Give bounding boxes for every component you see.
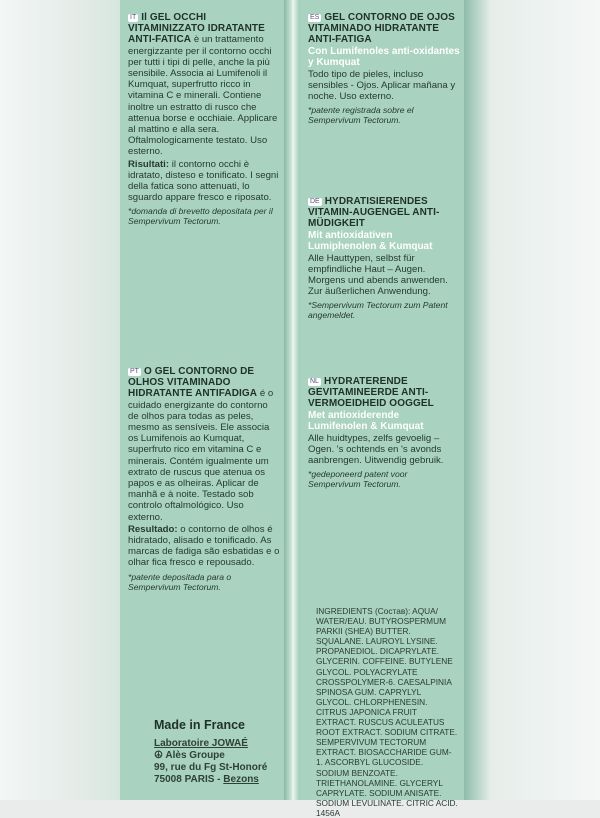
lang-badge-nl: NL (310, 378, 319, 385)
es-subheading: Con Lumifenoles anti-oxidantes y Kumquat (308, 45, 460, 68)
city: 75008 PARIS - (154, 774, 224, 785)
pt-results-label: Resultado: (128, 523, 178, 535)
section-es (308, 12, 460, 125)
es-note: *patente registrada sobre el Sempervivum Tectorum. (308, 105, 414, 126)
nl-body: Alle huidtypes, zelfs gevoelig – Ogen. 's ochtends en 's avonds aanbrengen. Uitwendig gebruik. (308, 432, 444, 467)
de-body: Alle Hauttypen, selbst für empfindliche Haut – Augen. Morgens und abends anwenden. Zur äußerlichen Anwendung. (308, 252, 448, 298)
nl-heading: HYDRATERENDE GEVITAMINEERDE ANTI-VERMOEIDHEID OOGGEL (308, 376, 434, 410)
city-line (154, 774, 284, 786)
nl-note: *gedeponeerd patent voor Sempervivum Tectorum. (308, 469, 408, 490)
pt-results-text: o contorno de olhos é hidratado, alisado e tonificado. As marcas de fadiga são esbatidas e o olhar fica fresco e repousado. (128, 523, 280, 569)
group-logo-icon: ☮ (154, 750, 163, 761)
nl-subheading: Met antioxiderende Lumifenolen & Kumquat (308, 409, 424, 432)
it-heading: Il GEL OCCHI VITAMINIZZATO IDRATANTE ANTI-FATICA (128, 12, 265, 46)
lang-badge-de: DE (310, 198, 320, 205)
address-block (154, 738, 284, 786)
lang-badge-es: ES (310, 14, 320, 21)
background-left (0, 0, 120, 800)
it-results-text: il contorno occhi è idratato, disteso e tonificato. I segni della fatica sono attenuati, lo sguardo appare fresco e riposato. (128, 158, 279, 204)
es-body: Todo tipo de pieles, incluso sensibles - Ojos. Aplicar mañana y noche. Uso externo. (308, 68, 456, 103)
group-name: Alès Groupe (165, 750, 225, 761)
section-de (308, 196, 460, 320)
section-nl (308, 376, 460, 489)
street: 99, rue du Fg St-Honoré (154, 762, 268, 773)
pt-body: é o cuidado energizante do contorno de olhos para todas as peles, mesmo as sensíveis. Ele associa os Lumifenois ao Kumquat, superfruto rico em vitamina C e minerais. Contém igualmente um extrato de ruscus que atenua os papos e as olheiras. Aplicar de manhã e à noite. Testado sob controlo oftalmológico. Uso externo. (128, 388, 274, 523)
section-it (128, 12, 280, 226)
section-pt (128, 366, 280, 592)
background-right (464, 0, 600, 800)
pt-heading: O GEL CONTORNO DE OLHOS VITAMINADO HIDRATANTE ANTIFADIGA (128, 366, 258, 400)
box-panel-left (120, 0, 284, 800)
it-body: è un trattamento energizzante per il contorno occhi per tutti i tipi di pelle, anche la più sensibile. Associa ai Lumifenoli il Kumquat, superfrutto ricco in vitamina C e minerali. Contiene inoltre un estratto di rusco che attenua borse e occhiaie. Applicare al mattino e alla sera. Oftalmologicamente testato. Uso esterno. (128, 34, 278, 158)
city-link: Bezons (223, 774, 259, 785)
it-note: *domanda di brevetto depositata per il Sempervivum Tectorum. (128, 206, 273, 227)
de-note: *Sempervivum Tectorum zum Patent angemeldet. (308, 300, 448, 321)
pt-results (128, 524, 280, 569)
lang-badge-it: IT (130, 14, 137, 21)
box-panel-right (300, 0, 464, 818)
lang-badge-pt: PT (130, 368, 139, 375)
de-subheading: Mit antioxidativen Lumiphenolen & Kumquat (308, 229, 433, 252)
it-results (128, 159, 280, 204)
es-heading: GEL CONTORNO DE OJOS VITAMINADO HIDRATANTE ANTI-FATIGA (308, 12, 455, 46)
it-results-label: Risultati: (128, 158, 170, 170)
box-fold (284, 0, 300, 800)
group-line (154, 750, 284, 762)
made-in-france: Made in France (154, 718, 245, 732)
de-heading: HYDRATISIERENDES VITAMIN-AUGENGEL ANTI-MÜDIGKEIT (308, 196, 440, 230)
lab-name: Laboratoire JOWAÉ (154, 738, 248, 749)
ingredients-list: INGREDIENTS (Состав): AQUA/ WATER/EAU. BUTYROSPERMUM PARKII (SHEA) BUTTER. SQUALANE. LAUROYL LYSINE. PROPANEDIOL. DICAPRYLATE. GLYCERIN. COFFEINE. BUTYLENE GLYCOL. POLYACRYLATE CROSSPOLYMER-6. CAESALPINIA SPINOSA GUM. CAPRYLYL GLYCOL. CHLORPHENESIN. CITRUS JAPONICA FRUIT EXTRACT. RUSCUS ACULEATUS ROOT EXTRACT. SODIUM CITRATE. SEMPERVIVUM TECTORUM EXTRACT. BIOSACCHARIDE GUM-1. ASCORBYL GLUCOSIDE. SODIUM BENZOATE. TRIETHANOLAMINE. GLYCERYL CAPRYLATE. SODIUM ANISATE. SODIUM LEVULINATE. CITRIC ACID. 1456A (316, 606, 458, 818)
pt-note: *patente depositada para o Sempervivum Tectorum. (128, 571, 232, 592)
